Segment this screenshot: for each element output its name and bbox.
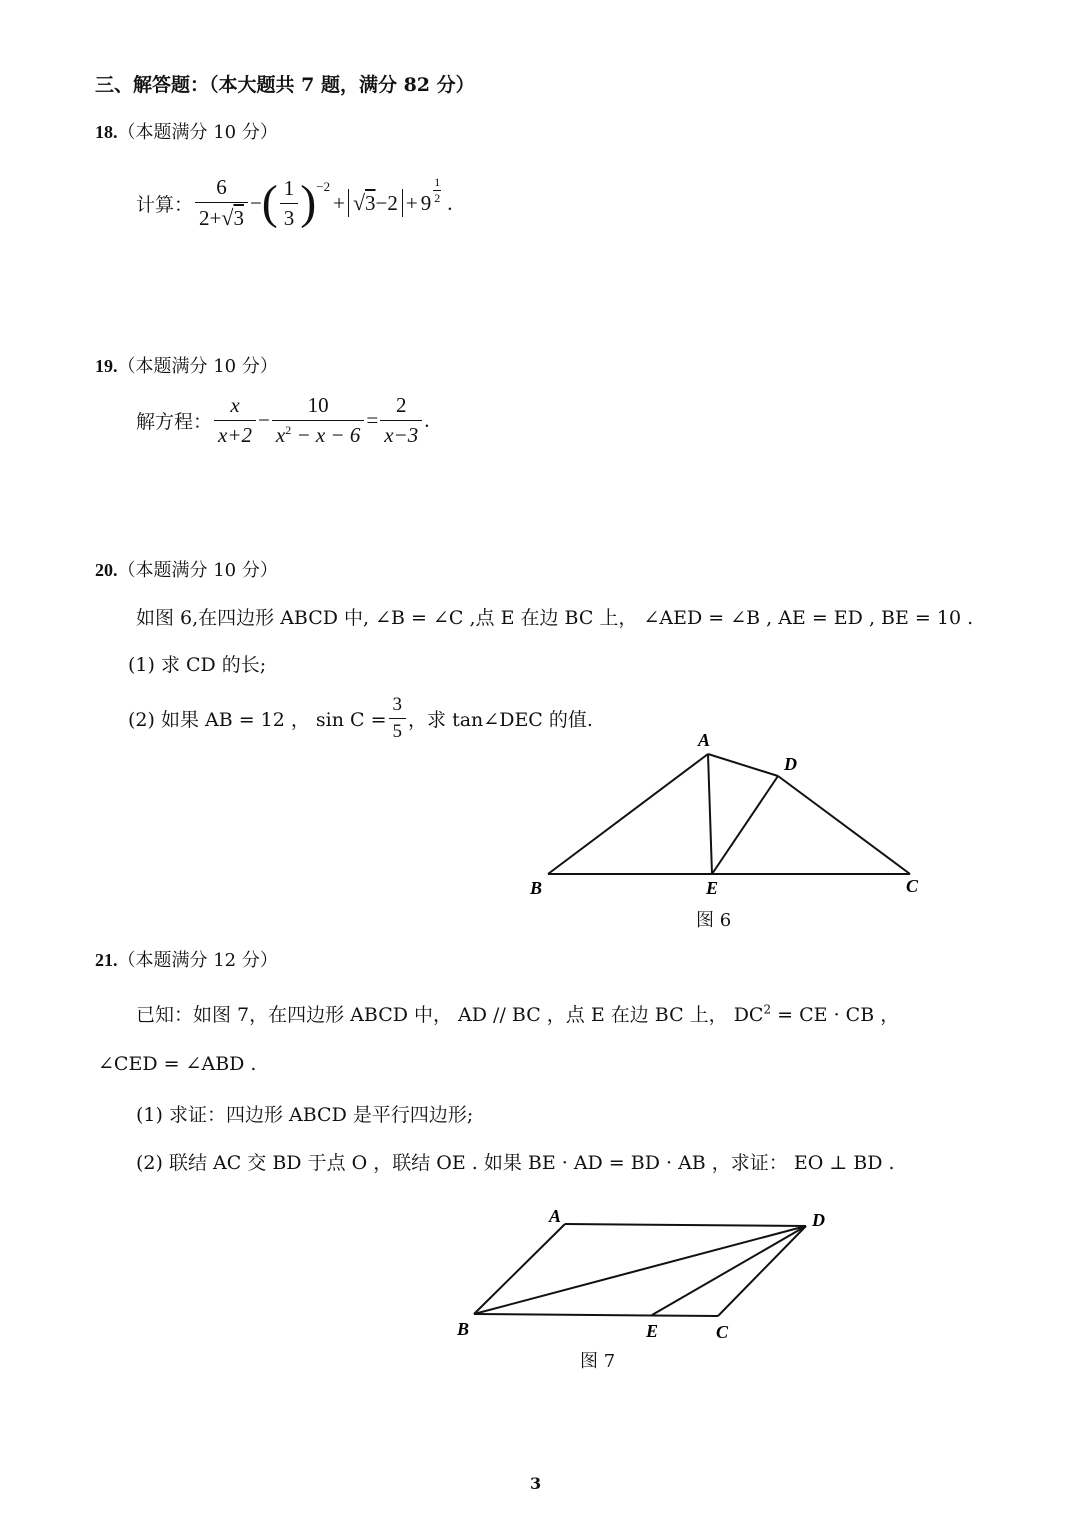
q20-stem: 如图 6,在四边形 ABCD 中, ∠B = ∠C ,点 E 在边 BC 上， ∠AED = ∠B , AE = ED , BE = 10 .: [136, 607, 974, 629]
q21-stem-line2: ∠CED = ∠ABD .: [98, 1053, 257, 1075]
q21-part2: (2) 联结 AC 交 BD 于点 O ，联结 OE . 如果 BE · AD = BD · AB ，求证： EO ⊥ BD .: [136, 1152, 895, 1174]
q18-fraction-2: $\frac{1}{3}$: [280, 176, 299, 231]
q21-stem: 已知：如图 7，在四边形 ABCD 中， AD // BC ，点 E 在边 BC 上， $DC^2$ = CE · CB ，: [136, 1002, 900, 1026]
q18-absolute-value: √3−2: [348, 189, 403, 218]
q21-heading: [95, 946, 278, 972]
q18-points: （本题满分 10 分）: [117, 122, 278, 143]
segment-ed: [652, 1226, 806, 1315]
q20-part1: (1) 求 CD 的长;: [128, 654, 267, 676]
q21-part1: (1) 求证：四边形 ABCD 是平行四边形;: [136, 1104, 474, 1126]
segment-ae: [708, 754, 712, 874]
q20-heading: [95, 556, 278, 582]
fig7-label-b: B: [457, 1319, 470, 1339]
fig6-label-a: A: [698, 730, 711, 750]
q19-fraction-1: $\frac{x}{x+2}$: [214, 393, 256, 448]
segment-ad: [565, 1224, 806, 1226]
fig6-label-b: B: [530, 878, 543, 898]
fig6-label-e: E: [706, 878, 719, 898]
q19-heading: [95, 352, 278, 378]
q19-fraction-3: $\frac{2}{x-3}$: [380, 393, 422, 448]
fig7-label-a: A: [549, 1206, 562, 1226]
q18-number: 18.: [95, 122, 118, 142]
segment-ed: [712, 776, 778, 874]
page-number: 3: [530, 1474, 542, 1493]
q19-prompt: 解方程：: [136, 410, 213, 433]
fig6-label-d: D: [784, 754, 797, 774]
q19-equation: 解方程： $\frac{x}{x+2}$ − $\frac{10}{x^2 - x - 6}$ = $\frac{2}{x-3}$ .: [136, 392, 430, 447]
segment-ad: [708, 754, 778, 776]
q18-expression: 计算： $\frac{6}{2+√3}$ − ( $\frac{1}{3}$ ) $^{-2}$ + √3−2 + 9 $\frac{1}{2}$ .: [136, 175, 453, 230]
fig7-label-c: C: [716, 1322, 729, 1342]
fig7-caption: 图 7: [580, 1351, 616, 1372]
segment-bc: [474, 1314, 718, 1316]
q19-points: （本题满分 10 分）: [117, 356, 278, 377]
q19-number: 19.: [95, 356, 118, 376]
q18-fraction-1: $\frac{6}{2+√3}$: [195, 175, 248, 231]
segment-ab: [548, 754, 708, 874]
q20-part2: (2) 如果 AB = 12 ， sin C = $\frac{3}{5}$ ，求 tan∠DEC 的值.: [128, 693, 593, 742]
segment-dc: [778, 776, 910, 874]
q20-points: （本题满分 10 分）: [117, 560, 278, 581]
q18-exponent-half: $\frac{1}{2}$: [434, 175, 441, 205]
figure-7: [448, 1200, 848, 1350]
q18-heading: [95, 118, 278, 144]
fig7-label-d: D: [812, 1210, 825, 1230]
fig7-label-e: E: [646, 1321, 659, 1341]
segment-bd: [474, 1226, 806, 1314]
q20-number: 20.: [95, 560, 118, 580]
fig6-caption: 图 6: [696, 910, 732, 931]
fig6-label-c: C: [906, 876, 919, 896]
section-header: 三、解答题：（本大题共 7 题，满分 82 分）: [95, 74, 475, 96]
q20-fraction: $\frac{3}{5}$: [389, 694, 407, 743]
segment-ab: [474, 1224, 565, 1314]
q21-number: 21.: [95, 950, 118, 970]
q21-points: （本题满分 12 分）: [117, 950, 278, 971]
q19-fraction-2: $\frac{10}{x^2 - x - 6}$: [272, 393, 365, 448]
segment-dc: [718, 1226, 806, 1316]
figure-6: [520, 725, 940, 905]
q18-prompt: 计算：: [136, 193, 194, 216]
